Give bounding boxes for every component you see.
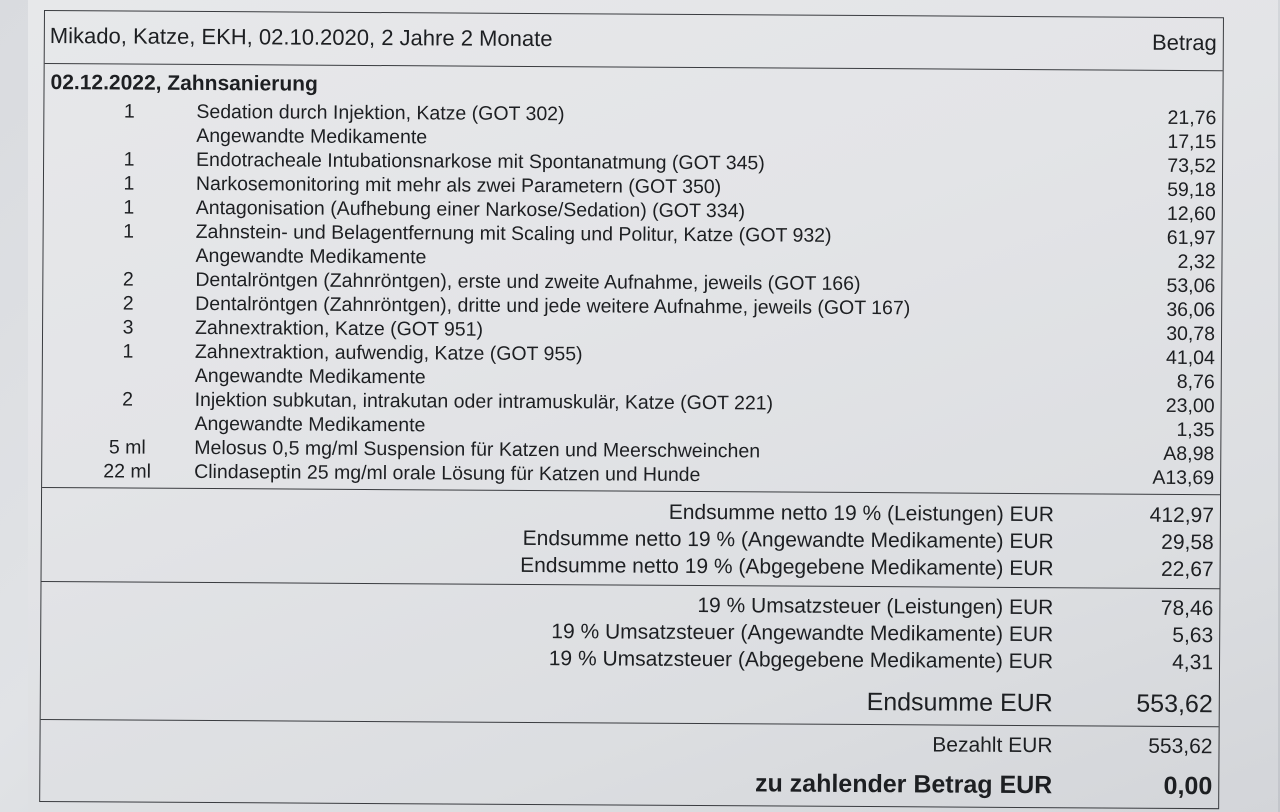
item-quantity: 2 — [122, 388, 134, 411]
item-amount: 12,60 — [1166, 202, 1216, 226]
item-description: Melosus 0,5 mg/ml Suspension für Katzen und Meerschweinchen — [194, 436, 761, 463]
amount-due-row — [40, 763, 1218, 802]
item-description: Angewandte Medikamente — [194, 412, 426, 437]
tax-label: 19 % Umsatzsteuer (Leistungen) EUR — [697, 594, 1054, 620]
item-quantity: 1 — [122, 340, 134, 363]
item-description: Angewandte Medikamente — [194, 364, 426, 389]
item-quantity — [74, 123, 184, 124]
tax-amount: 4,31 — [1172, 650, 1214, 675]
item-description: Dentalröntgen (Zahnröntgen), dritte und jede weitere Aufnahme, jeweils (GOT 167) — [195, 292, 911, 320]
item-quantity: 2 — [122, 268, 134, 291]
net-total-amount: 412,97 — [1149, 503, 1215, 528]
item-amount: 53,06 — [1166, 274, 1216, 298]
paid-amount: 553,62 — [1148, 734, 1213, 759]
net-total-amount: 29,58 — [1161, 530, 1214, 555]
net-total-label: Endsumme netto 19 % (Leistungen) EUR — [668, 500, 1055, 527]
item-amount: 41,04 — [1166, 346, 1215, 370]
item-quantity — [73, 363, 183, 364]
item-quantity: 2 — [122, 292, 134, 315]
item-amount: 2,32 — [1177, 250, 1216, 274]
item-amount: A13,69 — [1152, 466, 1215, 490]
item-quantity: 5 ml — [108, 436, 146, 459]
section-title: 02.12.2022, Zahnsanierung — [50, 71, 318, 96]
grand-total-row — [41, 681, 1219, 720]
item-description: Endotracheale Intubationsnarkose mit Spontanatmung (GOT 345) — [196, 148, 765, 175]
item-amount: 36,06 — [1166, 298, 1216, 322]
item-quantity: 3 — [122, 316, 134, 339]
item-description: Sedation durch Injektion, Katze (GOT 302) — [196, 100, 565, 126]
item-description: Zahnextraktion, aufwendig, Katze (GOT 955) — [194, 340, 583, 366]
tax-label: 19 % Umsatzsteuer (Angewandte Medikamente) EUR — [551, 620, 1054, 647]
item-quantity: 1 — [123, 100, 135, 123]
item-amount: A8,98 — [1163, 442, 1215, 466]
paid-row — [40, 727, 1218, 760]
item-quantity — [73, 411, 183, 412]
item-description: Dentalröntgen (Zahnröntgen), erste und zweite Aufnahme, jeweils (GOT 166) — [195, 268, 861, 295]
item-amount: 1,35 — [1176, 418, 1215, 442]
item-quantity: 1 — [123, 220, 135, 243]
item-amount: 30,78 — [1166, 322, 1216, 346]
item-description: Zahnstein- und Belagentfernung mit Scaling und Politur, Katze (GOT 932) — [195, 220, 832, 247]
patient-header: Mikado, Katze, EKH, 02.10.2020, 2 Jahre 2 Monate — [49, 23, 553, 52]
net-total-label: Endsumme netto 19 % (Abgegebene Medikamente) EUR — [520, 553, 1054, 581]
amount-due-amount: 0,00 — [1163, 771, 1213, 801]
item-description: Angewandte Medikamente — [195, 244, 427, 269]
net-divider — [42, 581, 1220, 589]
item-amount: 23,00 — [1165, 394, 1215, 418]
item-description: Narkosemonitoring mit mehr als zwei Parametern (GOT 350) — [195, 172, 722, 199]
item-description: Injektion subkutan, intrakutan oder intramuskulär, Katze (GOT 221) — [194, 388, 774, 415]
item-description: Zahnextraktion, Katze (GOT 951) — [194, 316, 484, 341]
amount-due-label: zu zahlender Betrag EUR — [754, 769, 1053, 800]
tax-amount: 5,63 — [1172, 623, 1214, 648]
item-amount: 61,97 — [1166, 226, 1216, 250]
header-divider — [45, 63, 1223, 71]
tax-label: 19 % Umsatzsteuer (Abgegebene Medikamente) EUR — [548, 647, 1054, 674]
item-quantity: 22 ml — [103, 460, 152, 483]
item-quantity: 1 — [123, 196, 135, 219]
item-amount: 59,18 — [1167, 178, 1216, 202]
net-total-label: Endsumme netto 19 % (Angewandte Medikamente) EUR — [522, 526, 1054, 554]
item-amount: 73,52 — [1167, 154, 1217, 178]
paid-label: Bezahlt EUR — [932, 733, 1053, 758]
invoice-table — [39, 10, 1224, 809]
item-description: Antagonisation (Aufhebung einer Narkose/Sedation) (GOT 334) — [195, 196, 746, 223]
grand-total-label: Endsumme EUR — [866, 688, 1053, 718]
total-divider — [41, 719, 1219, 727]
item-amount: 17,15 — [1167, 130, 1217, 154]
item-amount: 8,76 — [1176, 370, 1215, 394]
item-quantity: 1 — [123, 172, 135, 195]
item-quantity: 1 — [123, 148, 135, 171]
grand-total-amount: 553,62 — [1136, 689, 1213, 719]
amount-column-header: Betrag — [1151, 29, 1217, 56]
tax-amount: 78,46 — [1160, 596, 1214, 621]
item-amount: 21,76 — [1167, 106, 1217, 130]
net-total-amount: 22,67 — [1160, 557, 1214, 582]
item-description: Angewandte Medikamente — [196, 124, 428, 149]
item-description: Clindaseptin 25 mg/ml orale Lösung für Katzen und Hunde — [194, 460, 701, 487]
item-quantity — [74, 243, 184, 244]
